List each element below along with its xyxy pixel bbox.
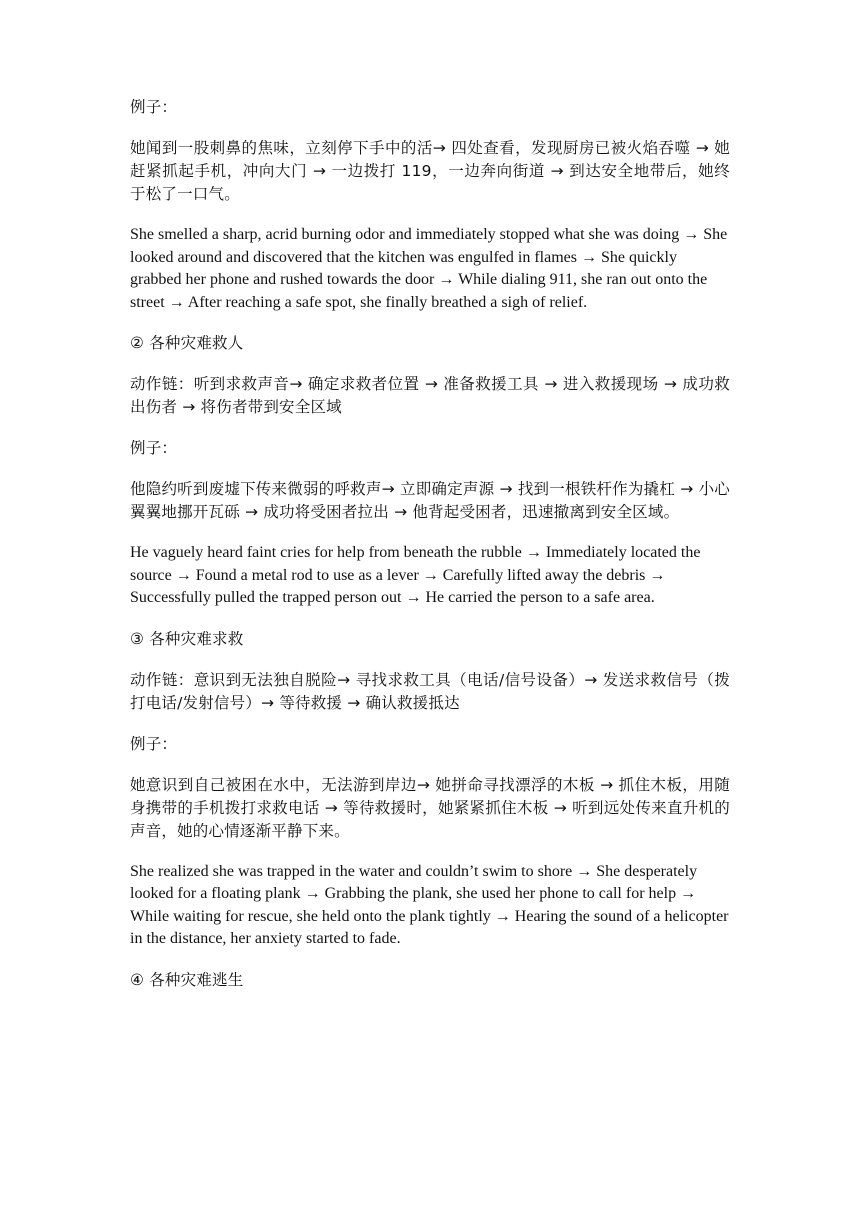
example-label: 例子： [130,98,178,116]
example-en: She smelled a sharp, acrid burning odor and immediately stopped what she was doing → She looked around and discovered that the kitchen was engulfed in flames → She quickly grabbed her phone and rushed towards the door → While dialing 911, she ran out onto the street → After reaching a safe spot, she finally breathed a sigh of relief. [130,226,728,311]
section-heading: ③ 各种灾难求救 [130,629,244,648]
example-label: 例子： [130,439,178,457]
example-zh: 她闻到一股刺鼻的焦味，立刻停下手中的活→ 四处查看，发现厨房已被火焰吞噬 → 她赶紧抓起手机，冲向大门 → 一边拨打 119，一边奔向街道 → 到达安全地带后，她终于松了一口气。 [130,139,730,203]
example-zh: 他隐约听到废墟下传来微弱的呼救声→ 立即确定声源 → 找到一根铁杆作为撬杠 → 小心翼翼地挪开瓦砾 → 成功将受困者拉出 → 他背起受困者，迅速撤离到安全区域。 [130,480,730,521]
action-chain: 动作链：意识到无法独自脱险→ 寻找求救工具（电话/信号设备）→ 发送求救信号（拨打电话/发射信号）→ 等待救援 → 确认救援抵达 [130,670,730,712]
example-zh: 她意识到自己被困在水中，无法游到岸边→ 她拼命寻找漂浮的木板 → 抓住木板，用随身携带的手机拨打求救电话 → 等待救援时，她紧紧抓住木板 → 听到远处传来直升机的声音，她的心情逐渐平静下来。 [130,775,730,840]
section-heading: ② 各种灾难救人 [130,334,244,352]
action-chain: 动作链：听到求救声音→ 确定求救者位置 → 准备救援工具 → 进入救援现场 → 成功救出伤者 → 将伤者带到安全区域 [130,375,730,416]
document-page [130,96,730,1010]
section-heading: ④ 各种灾难逃生 [130,970,244,989]
example-en: She realized she was trapped in the water and couldn’t swim to shore → She desperately looked for a floating plank → Grabbing the plank, she used her phone to call for help → While waiting for rescue, she held onto the plank tightly → Hearing the sound of a helicopter in the distance, her anxiety started to fade. [130,862,729,947]
example-en: He vaguely heard faint cries for help from beneath the rubble → Immediately located the source → Found a metal rod to use as a lever → Carefully lifted away the debris → Successfully pulled the trapped person out → He carried the person to a safe area. [130,544,701,606]
example-label: 例子： [130,734,178,753]
